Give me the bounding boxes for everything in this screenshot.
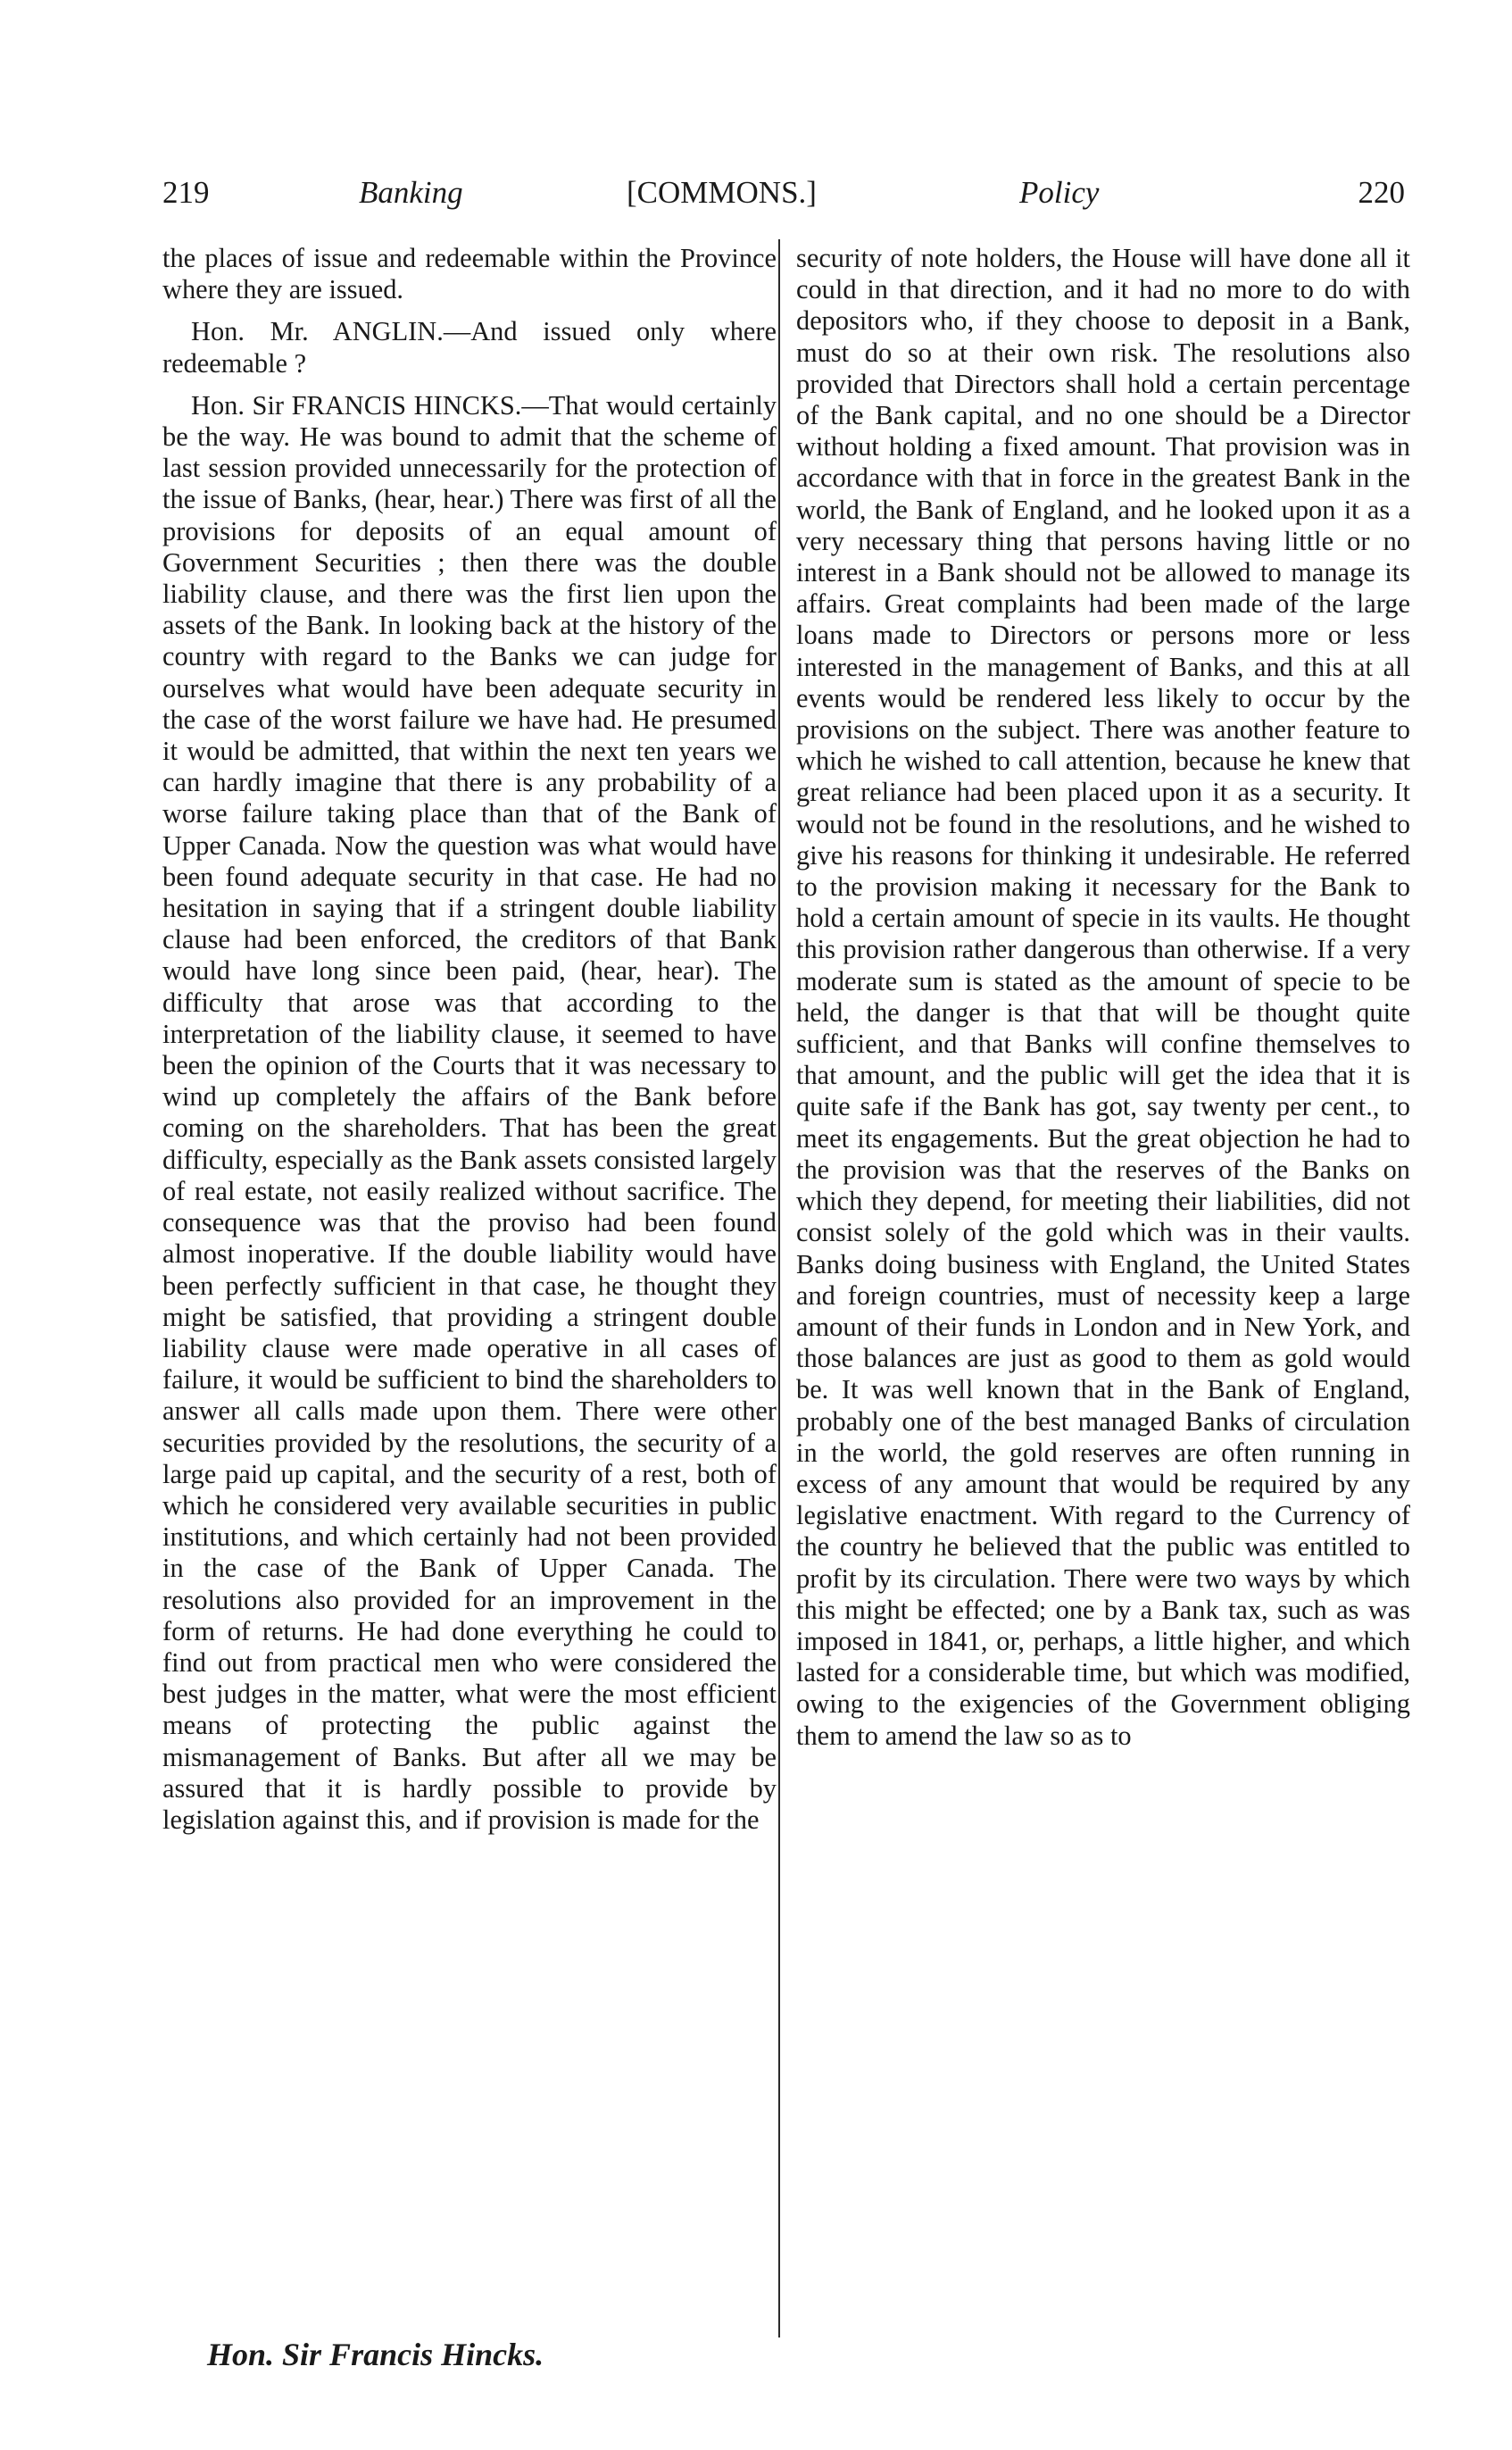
speaker-signature: Hon. Sir Francis Hincks. <box>207 2337 544 2372</box>
right-paragraph-1: security of note holders, the House will have done all it could in that direction, and it had no more to do with depositors who, if they choose to deposit in a Bank, must do so at their own risk. The resolutions also provided that Directors shall hold a certain percentage of the Bank capital, and no one should be a Director without holding a fixed amount. That provision was in accordance with that in force in the greatest Bank in the world, the Bank of England, and he looked upon it as a very necessary thing that persons having little or no interest in a Bank should not be allowed to manage its affairs. Great complaints had been made of the large loans made to Directors or persons more or less interested in the management of Banks, and this at all events would be rendered less likely to occur by the provisions on the subject. There was another feature to which he wished to call attention, because he knew that great reliance had been placed upon it as a security. It would not be found in the resolutions, and he wished to give his reasons for thinking it undesirable. He referred to the provision making it necessary for the Bank to hold a certain amount of specie in its vaults. He thought this provision rather dangerous than otherwise. If a very moderate sum is stated as the amount of specie to be held, the danger is that that will be thought quite sufficient, and that Banks will confine themselves to that amount, and the public will get the idea that it is quite safe if the Bank has got, say twenty per cent., to meet its engagements. But the great objection he had to the provision was that the reserves of the Banks on which they depend, for meeting their liabilities, did not consist solely of the gold which was in their vaults. Banks doing business with England, the United States and foreign countries, must of necessity keep a large amount of their funds in London and in New York, and those balances are just as good to them as gold would be. It was well known that in the Bank of England, probably one of the best managed Banks of circulation in the world, the gold reserves are often running in excess of any amount that would be required by any legislative enactment. With regard to the Currency of the country he believed that the public was entitled to profit by its circulation. There were two ways by which this might be effected; one by a Bank tax, such as was imposed in 1841, or, perhaps, a little higher, and which lasted for a considerable time, but which was modified, owing to the exigencies of the Government obliging them to amend the law so as to <box>796 243 1410 1751</box>
right-column <box>796 243 1410 1752</box>
chamber-heading: [COMMONS.] <box>627 175 817 210</box>
left-paragraph-3: Hon. Sir FRANCIS HINCKS.—That would certainly be the way. He was bound to admit that the scheme of last session provided unnecessarily for the protection of the issue of Banks, (hear, hear.) There was first of all the provisions for deposits of an equal amount of Government Securities ; then there was the double liability clause, and there was the first lien upon the assets of the Bank. In looking back at the history of the country with regard to the Banks we can judge for ourselves what would have been adequate security in the case of the worst failure we have had. He presumed it would be admitted, that within the next ten years we can hardly imagine that there is any probability of a worse failure taking place than that of the Bank of Upper Canada. Now the question was what would have been found adequate security in that case. He had no hesitation in saying that if a stringent double liability clause had been enforced, the creditors of that Bank would have long since been paid, (hear, hear). The difficulty that arose was that according to the interpretation of the liability clause, it seemed to have been the opinion of the Courts that it was necessary to wind up completely the affairs of the Bank before coming on the shareholders. That has been the great difficulty, especially as the Bank assets consisted largely of real estate, not easily realized without sacrifice. The consequence was that the proviso had been found almost inoperative. If the double liability would have been perfectly sufficient in that case, he thought they might be satisfied, that providing a stringent double liability clause were made operative in all cases of failure, it would be sufficient to bind the shareholders to answer all calls made upon them. There were other securities provided by the resolutions, the security of a large paid up capital, and the security of a rest, both of which he considered very available securities in public institutions, and which certainly had not been provided in the case of the Bank of Upper Canada. The resolutions also provided for an improvement in the form of returns. He had done everything he could to find out from practical men who were considered the best judges in the matter, what were the most efficient means of protecting the public against the mismanagement of Banks. But after all we may be assured that it is hardly possible to provide by legislation against this, and if provision is made for the <box>162 389 777 1835</box>
left-page-number: 219 <box>162 175 210 210</box>
left-column <box>162 243 777 1836</box>
column-divider <box>778 239 780 2338</box>
right-running-title: Policy <box>1019 175 1100 210</box>
right-page-number: 220 <box>1358 175 1405 210</box>
left-paragraph-1: the places of issue and redeemable within the Province where they are issued. <box>162 243 777 305</box>
left-paragraph-2: Hon. Mr. ANGLIN.—And issued only where redeemable ? <box>162 316 777 379</box>
left-running-title: Banking <box>359 175 463 210</box>
page-header <box>162 175 1405 220</box>
